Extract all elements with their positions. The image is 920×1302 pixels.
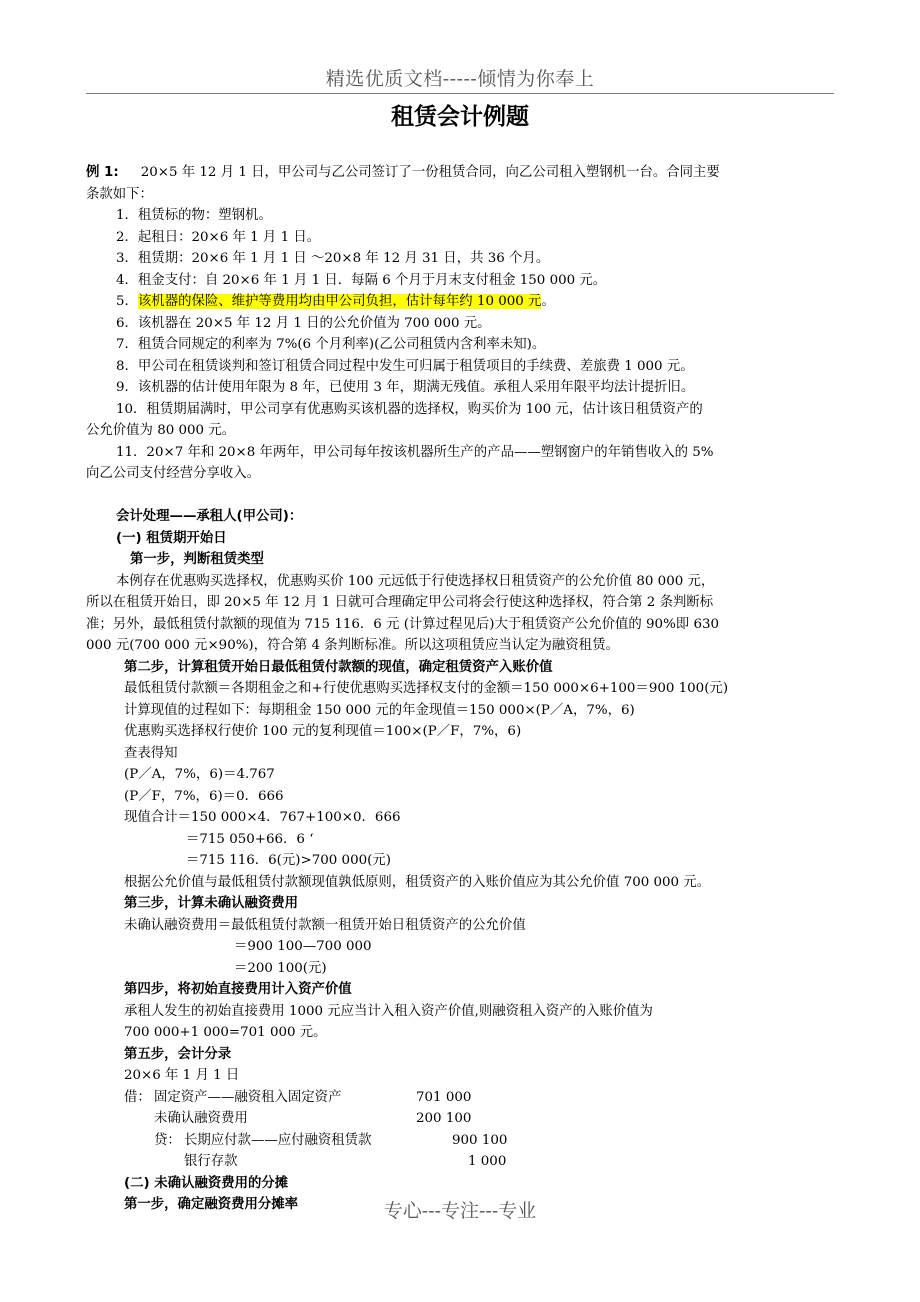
document-body (86, 162, 834, 1216)
clause-11: 11．20×7 年和 20×8 年两年，甲公司每年按该机器所生产的产品——塑钢窗户的年销售收入的 5% (116, 444, 714, 460)
clause-5: 5．该机器的保险、维护等费用均由甲公司负担，估计每年约 10 000 元。 (116, 294, 555, 309)
spacer (86, 485, 834, 507)
subsection-1: (一) 租赁期开始日 (116, 530, 227, 546)
example-intro: 例 1: 20×5 年 12 月 1 日，甲公司与乙公司签订了一份租赁合同，向乙公司租入塑钢机一台。合同主要 (86, 165, 720, 180)
step-5-heading: 第五步，会计分录 (124, 1046, 232, 1062)
paragraph-line: 准；另外，最低租赁付款额的现值为 715 116．6 元 (计算过程见后)大于租赁资产公允价值的 90%即 630 (86, 616, 720, 632)
paragraph-line: 承租人发生的初始直接费用 1000 元应当计入租入资产价值,则融资租入资产的入账价值为 (124, 1003, 653, 1019)
clause-6: 6．该机器在 20×5 年 12 月 1 日的公允价值为 700 000 元。 (116, 315, 491, 331)
calc-line: ＝200 100(元) (234, 960, 327, 976)
section-heading: 会计处理——承租人(甲公司)： (116, 509, 303, 524)
clause-11-cont: 向乙公司支付经营分享收入。 (86, 466, 261, 481)
highlighted-text: 该机器的保险、维护等费用均由甲公司负担，估计每年约 10 000 元 (137, 294, 542, 309)
journal-debit-1: 借： 固定资产——融资租入固定资产 701 000 (124, 1089, 472, 1105)
document-title: 租赁会计例题 (391, 104, 529, 130)
calc-line: 现值合计＝150 000×4．767+100×0．666 (124, 810, 401, 825)
page-footer: 专心---专注---专业 (383, 1200, 537, 1222)
clause-2: 2．起租日：20×6 年 1 月 1 日。 (116, 229, 321, 245)
calc-line: (P／F，7%，6)＝0．666 (124, 788, 284, 804)
header-divider (86, 93, 834, 94)
calc-line: 优惠购买选择权行使价 100 元的复利现值＝100×(P／F，7%，6) (124, 724, 522, 739)
calc-line: 查表得知 (124, 745, 178, 761)
calc-line: (P／A，7%，6)＝4.767 (124, 767, 275, 782)
journal-credit-1: 贷： 长期应付款——应付融资租赁款 900 100 (154, 1132, 508, 1148)
example-label: 例 1: (86, 165, 119, 180)
paragraph-line: 所以在租赁开始日，即 20×5 年 12 月 1 日就可合理确定甲公司将会行使这种选择权，符合第 2 条判断标 (86, 595, 714, 610)
clause-1: 1．租赁标的物：塑钢机。 (116, 208, 272, 223)
step-2-heading: 第二步，计算租赁开始日最低租赁付款额的现值，确定租赁资产入账价值 (124, 659, 553, 675)
clause-7: 7．租赁合同规定的利率为 7%(6 个月利率)(乙公司租赁内含利率未知)。 (116, 337, 546, 352)
subsection-2: (二) 未确认融资费用的分摊 (124, 1175, 289, 1191)
step-4-heading: 第四步，将初始直接费用计入资产价值 (124, 982, 352, 997)
clause-8: 8．甲公司在租赁谈判和签订租赁合同过程中发生可归属于租赁项目的手续费、差旅费 1 000 元。 (116, 358, 694, 374)
clause-10-cont: 公允价值为 80 000 元。 (86, 423, 236, 438)
clause-10: 10．租赁期届满时，甲公司享有优惠购买该机器的选择权，购买价为 100 元，估计该日租赁资产的 (116, 401, 703, 417)
calc-line: 计算现值的过程如下：每期租金 150 000 元的年金现值＝150 000×(P／A，7%，6) (124, 702, 635, 718)
step-3-heading: 第三步，计算未确认融资费用 (124, 896, 299, 911)
clause-9: 9．该机器的估计使用年限为 8 年，已使用 3 年，期满无残值。承租人采用年限平均法计提折旧。 (116, 380, 695, 395)
conclusion-line: 根据公允价值与最低租赁付款额现值孰低原则，租赁资产的入账价值应为其公允价值 700 000 元。 (124, 874, 711, 890)
paragraph-line: 本例存在优惠购买选择权，优惠购买价 100 元远低于行使选择权日租赁资产的公允价值 80 000 元， (116, 573, 715, 589)
journal-credit-2: 银行存款 1 000 (184, 1154, 507, 1169)
entry-date: 20×6 年 1 月 1 日 (124, 1068, 240, 1083)
calc-line: ＝715 116．6(元)>700 000(元) (186, 853, 391, 868)
calc-line: ＝715 050+66．6 ‘ (186, 831, 314, 847)
example-intro-cont: 条款如下： (86, 186, 153, 202)
calc-line: 最低租赁付款额＝各期租金之和+行使优惠购买选择权支付的金额＝150 000×6+100＝900 100(元) (124, 681, 729, 696)
step-1-heading: 第一步，判断租赁类型 (130, 552, 264, 567)
subsection-2-step-1: 第一步，确定融资费用分摊率 (124, 1197, 299, 1212)
paragraph-line: 700 000+1 000=701 000 元。 (124, 1025, 327, 1040)
clause-4: 4．租金支付：自 20×6 年 1 月 1 日．每隔 6 个月于月末支付租金 150 000 元。 (116, 272, 607, 288)
paragraph-line: 000 元(700 000 元×90%)，符合第 4 条判断标准。所以这项租赁应当认定为融资租赁。 (86, 638, 619, 653)
calc-line: ＝900 100—700 000 (234, 939, 372, 954)
journal-debit-2: 未确认融资费用 200 100 (154, 1111, 472, 1126)
clause-3: 3．租赁期：20×6 年 1 月 1 日 ～20×8 年 12 月 31 日，共 36 个月。 (116, 251, 550, 266)
calc-line: 未确认融资费用＝最低租赁付款额一租赁开始日租赁资产的公允价值 (124, 917, 526, 933)
page-header: 精选优质文档-----倾情为你奉上 (325, 68, 595, 90)
